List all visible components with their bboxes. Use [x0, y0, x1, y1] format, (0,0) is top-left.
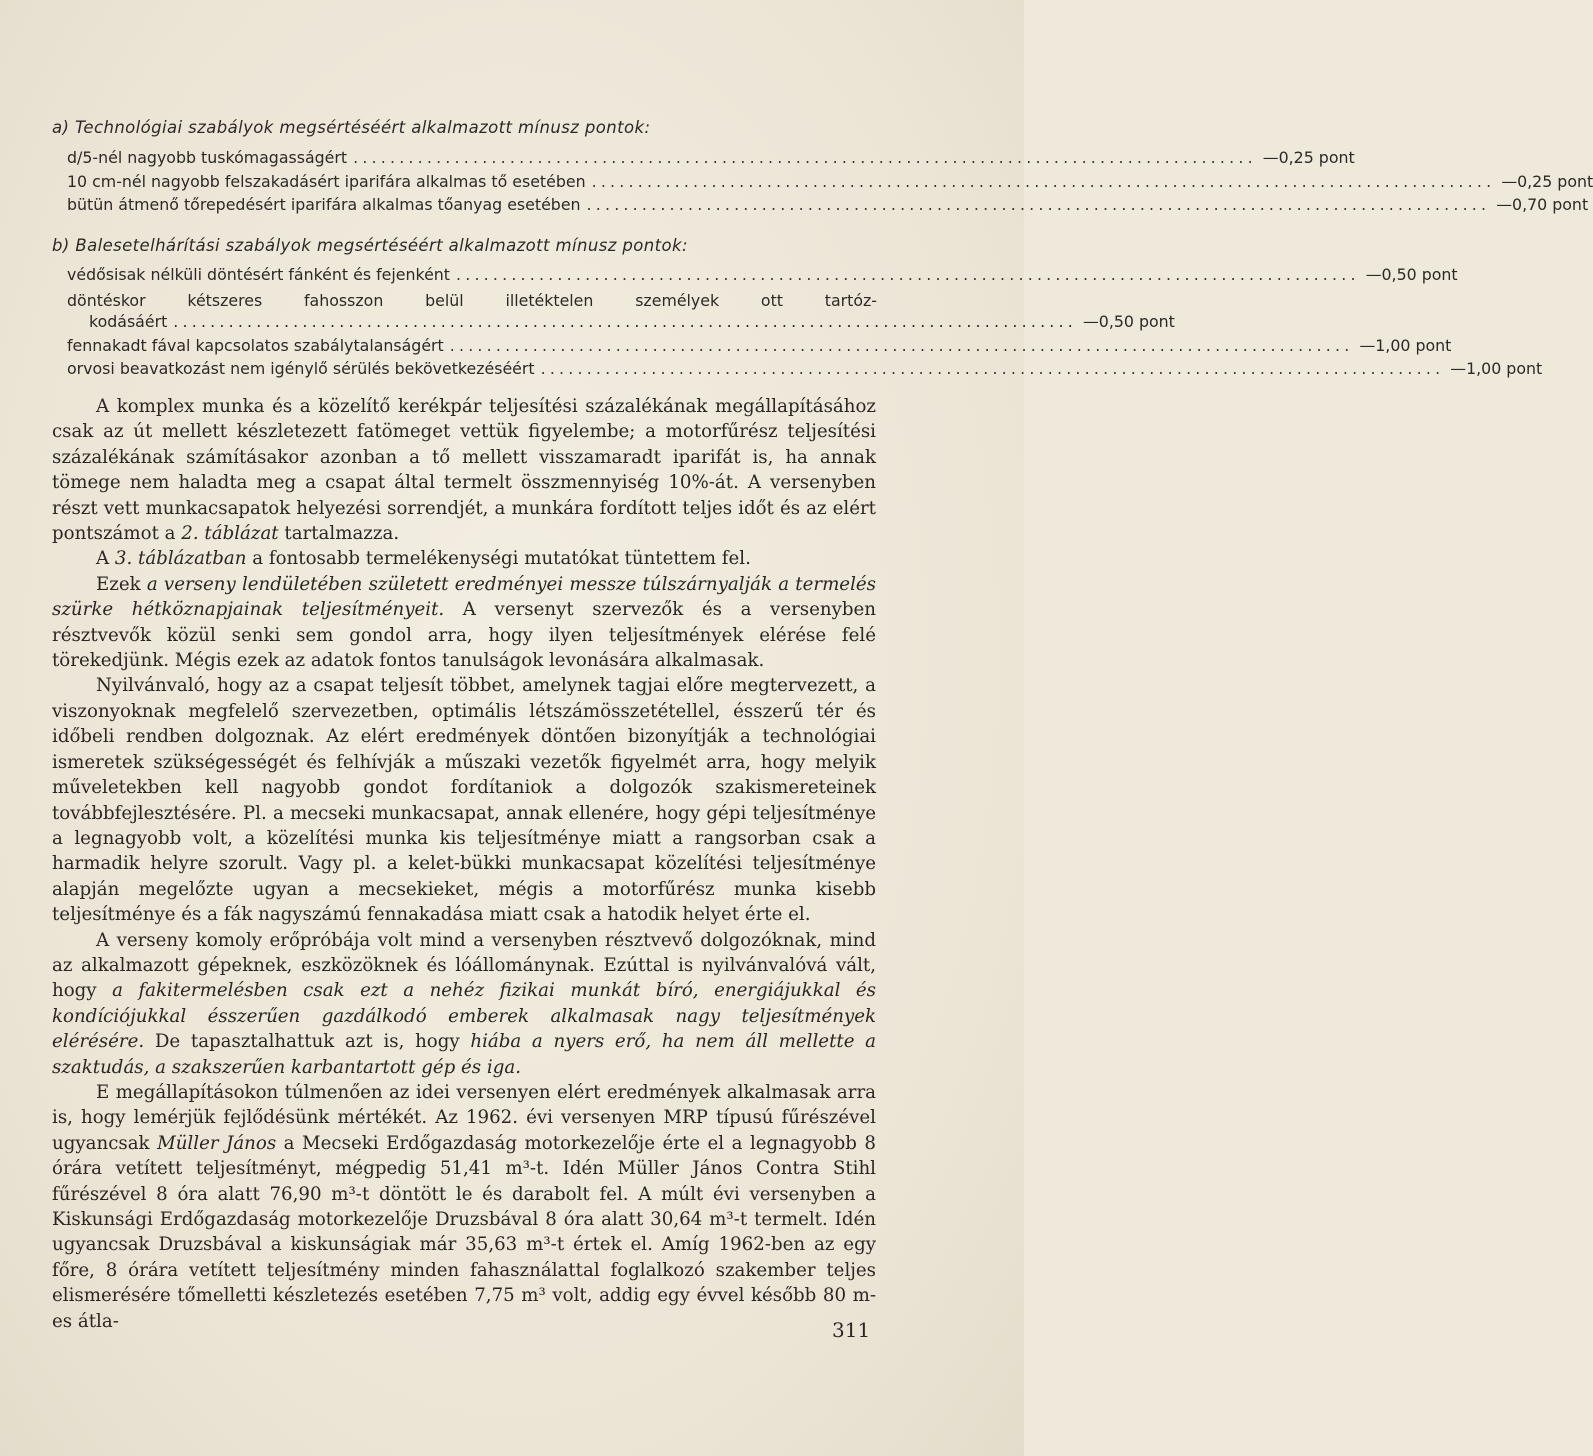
list-item: [67, 148, 1355, 172]
list-item-label-line2: kodásáért: [89, 312, 168, 331]
list-item-label: d/5-nél nagyobb tuskómagasságért: [67, 148, 348, 167]
list-item-label: bütün átmenő tőrepedésért iparifára alkalmas tőanyag esetében: [67, 195, 581, 214]
paragraph: [52, 546, 876, 571]
table-reference: 3. táblázatban: [114, 548, 247, 570]
paragraph-text: A komplex munka és a közelítő kerékpár teljesítési százalékának megállapításához csak az út mellett készletezett fatömeget vettük figyelembe; a motorfűrész teljesítési százalékának számításakor azonban a tő mellett visszamaradt iparifát is, ha annak tömege nem haladta meg a csapat által termelt összmennyiség 10%-át. A versenyben részt vett munkacsapatok helyezési sorrendjét, a munkára fordított teljes időt és az elért pontszámot a: [52, 396, 876, 545]
section-a-list: [67, 148, 1593, 219]
list-item-label: fennakadt fával kapcsolatos szabálytalanságért: [67, 335, 444, 355]
leader-dots: ..................................................................................................: [586, 195, 1491, 214]
list-item-value: —1,00 pont: [1359, 335, 1452, 355]
paragraph: [52, 1080, 876, 1334]
paragraph: [52, 572, 876, 674]
list-item: [67, 359, 1543, 383]
leader-dots: ..................................................................................................: [540, 359, 1445, 378]
paragraph-text: A: [96, 548, 115, 570]
emphasis-text: a fakitermelésben csak ezt a nehéz fizikai munkát bíró, energiájukkal és kondíciójukkal ésszerűen gazdálkodó emberek alkalmasak nagy teljesítmények elérésére.: [52, 980, 876, 1053]
paragraph-text: De tapasztalhattuk azt is, hogy: [144, 1031, 471, 1053]
list-item: [67, 195, 1589, 219]
leader-dots: ..................................................................................................: [353, 148, 1257, 167]
list-item-value: —0,70 pont: [1496, 195, 1589, 214]
paragraph: [52, 394, 876, 546]
list-item: [67, 265, 1458, 289]
person-name: Müller János: [157, 1132, 277, 1154]
section-b-list: [67, 265, 1543, 383]
list-item-value: —0,25 pont: [1501, 171, 1593, 191]
paragraph-text: E megállapításokon túlmenően az idei versenyen elért eredmények alkalmasak arra is, hogy lemérjük fejlődésünk mértékét. Az 1962. évi versenyen MRP típusú fűrészével ugyancsak: [52, 1081, 876, 1154]
emphasis-text: hiába a nyers erő, ha nem áll mellette a szaktudás, a szakszerűen karbantartott gép és iga.: [52, 1031, 876, 1078]
section-a-heading: a) Technológiai szabályok megsértéséért alkalmazott mínusz pontok:: [52, 118, 651, 137]
list-item-value: —0,50 pont: [1082, 312, 1175, 331]
leader-dots: ..................................................................................................: [456, 265, 1360, 284]
list-item-label-line1: döntéskor kétszeres fahosszon belül illetéktelen személyek ott tartóz-: [67, 290, 877, 310]
paragraph-text: tartalmazza.: [278, 523, 400, 545]
list-item: [67, 335, 1452, 360]
emphasis-text: a verseny lendületében született eredményei messze túlszárnyalják a termelés szürke hétköznapjainak teljesítményeit.: [52, 573, 876, 621]
paragraph-text: Ezek: [96, 573, 147, 595]
section-b-heading: b) Balesetelhárítási szabályok megsértéséért alkalmazott mínusz pontok:: [52, 236, 688, 255]
leader-dots: ..................................................................................................: [591, 171, 1496, 191]
leader-dots: ..................................................................................................: [173, 312, 1077, 331]
leader-dots: ..................................................................................................: [449, 335, 1354, 355]
list-item: [67, 171, 1593, 196]
table-reference: 2. táblázat: [181, 523, 279, 545]
list-item: [67, 312, 1175, 336]
list-item-value: —0,25 pont: [1262, 148, 1355, 167]
list-item-label: orvosi beavatkozást nem igénylő sérülés bekövetkezéséért: [67, 359, 535, 378]
paragraph-text: a fontosabb termelékenységi mutatókat tüntettem fel.: [246, 548, 751, 570]
paragraph-text: A versenyt szervezők és a versenyben résztvevők közül senki sem gondol arra, hogy ilyen teljesítmények elérése felé törekedjünk. Mégis ezek az adatok fontos tanulságok levonására alkalmasak.: [52, 599, 876, 672]
list-item-label: 10 cm-nél nagyobb felszakadásért iparifára alkalmas tő esetében: [67, 171, 586, 191]
paragraph: Nyilvánvaló, hogy az a csapat teljesít többet, amelynek tagjai előre megtervezett, a viszonyoknak megfelelő szervezetben, optimális létszámösszetétellel, ésszerű tér és időbeli rendben dolgoznak. Az elért eredmények döntően bizonyítják a technológiai ismeretek szükségességét és felhívják a műszaki vezetők figyelmét arra, hogy melyik műveletekben kell nagyobb gondot fordítaniok a dolgozók szakismereteinek továbbfejlesztésére. Pl. a mecseki munkacsapat, annak ellenére, hogy gépi teljesítménye a legnagyobb volt, a közelítési munka kis teljesítménye miatt a rangsorban csak a harmadik helyre szorult. Vagy pl. a kelet-bükki munkacsapat közelítési teljesítménye alapján megelőzte ugyan a mecsekieket, mégis a motorfűrész munka kisebb teljesítménye és a fák nagyszámú fennakadása miatt csak a hatodik helyet érte el.: [52, 675, 876, 926]
list-item-value: —0,50 pont: [1365, 265, 1458, 284]
page-number: 311: [832, 1318, 871, 1342]
body-text: [52, 394, 876, 1334]
list-item-label: védősisak nélküli döntésért fánként és fejenként: [67, 265, 450, 284]
paragraph-text: a Mecseki Erdőgazdaság motorkezelője érte el a legnagyobb 8 órára vetített teljesítményt, mégpedig 51,41 m³-t. Idén Müller János Contra Stihl fűrészével 8 óra alatt 76,90 m³-t döntött le és darabolt fel. A múlt évi versenyben a Kiskunsági Erdőgazdaság motorkezelője Druzsbával 8 óra alatt 30,64 m³-t termelt. Idén ugyancsak Druzsbával a kiskunságiak már 35,63 m³-t értek el. Amíg 1962-ben az egy főre, 8 órára vetített teljesítmény minden fahasználattal foglalkozó szakember teljes elismerésére tőmelletti készletezés esetében 7,75 m³ volt, addig egy évvel később 80 m-es átla-: [52, 1132, 876, 1332]
paragraph-text: A verseny komoly erőpróbája volt mind a versenyben résztvevő dolgozóknak, mind az alkalmazott gépeknek, eszközöknek és lóállománynak. Ezúttal is nyilvánvalóvá vált, hogy: [52, 929, 876, 1002]
paragraph: [52, 928, 876, 1080]
list-item-value: —1,00 pont: [1450, 359, 1543, 378]
